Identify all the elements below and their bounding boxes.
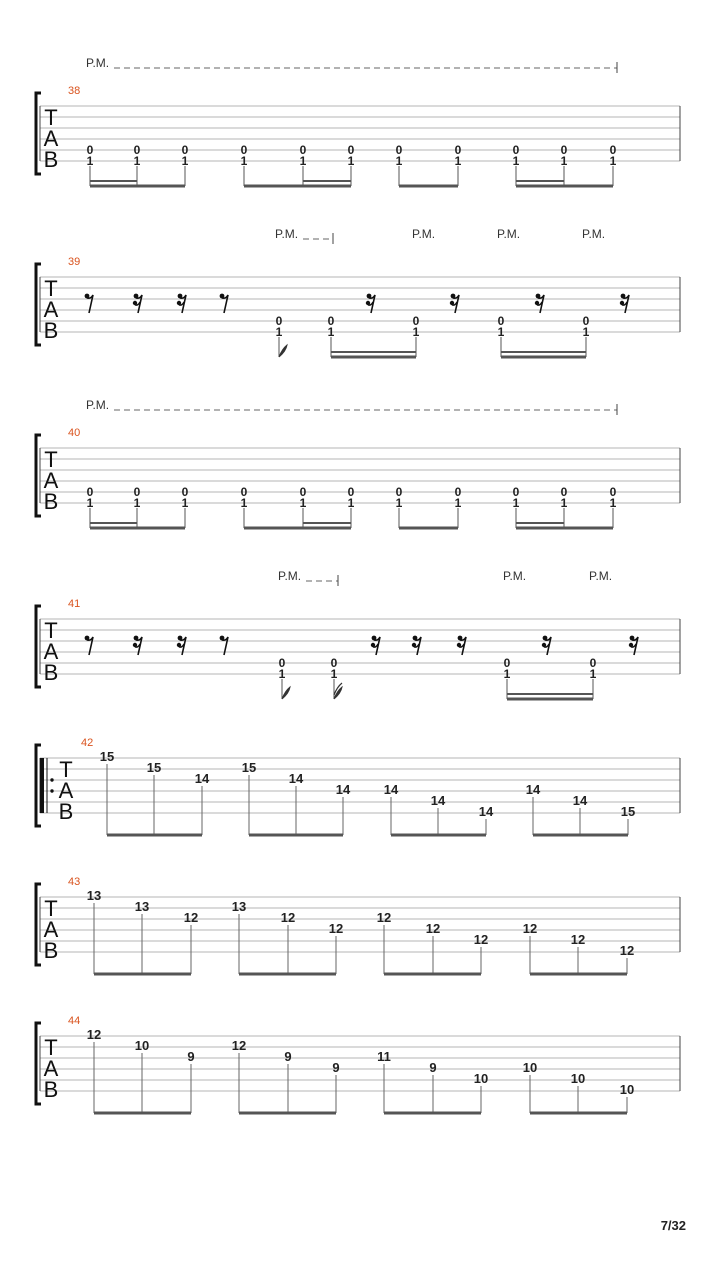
fret-number: 14 [288,771,304,786]
fret-number: 12 [570,932,586,947]
fret-number: 0 [560,143,568,157]
fret-number: 1 [330,667,338,681]
tab-clef-letter: T [44,447,58,472]
fret-number: 1 [347,154,355,168]
tab-system [36,876,680,974]
fret-number: 12 [473,932,489,947]
tab-clef-letter: A [43,1056,59,1081]
fret-number: 0 [512,143,520,157]
measure-number: 42 [81,737,94,749]
fret-number: 10 [619,1082,635,1097]
tab-clef-letter: B [43,660,59,685]
fret-number: 1 [86,154,94,168]
tab-clef-letter: A [43,468,59,493]
tab-clef-letter: A [43,639,59,664]
page-number: 7/32 [660,1218,686,1233]
measure-number: 44 [68,1015,81,1027]
fret-number: 1 [454,154,462,168]
fret-number: 13 [134,899,150,914]
tab-clef-letter: B [43,938,59,963]
fret-number: 1 [395,496,403,510]
palm-mute-label: P.M. [497,227,521,241]
note-flag [282,687,290,699]
measure-number: 40 [68,427,81,439]
tab-clef-letter: B [43,1077,59,1102]
fret-number: 12 [328,921,344,936]
fret-number: 12 [376,910,392,925]
fret-number: 0 [299,143,307,157]
fret-number: 0 [454,143,462,157]
palm-mute-label: P.M. [278,569,302,583]
fret-number: 10 [570,1071,586,1086]
fret-number: 1 [512,154,520,168]
fret-number: 0 [395,143,403,157]
fret-number: 0 [347,143,355,157]
fret-number: 12 [280,910,296,925]
fret-number: 0 [503,656,511,670]
fret-number: 1 [86,496,94,510]
tab-system [36,227,680,357]
fret-number: 0 [86,485,94,499]
palm-mute-label: P.M. [275,227,299,241]
fret-number: 10 [522,1060,538,1075]
fret-number: 1 [240,154,248,168]
fret-number: 0 [133,485,141,499]
fret-number: 15 [241,760,257,775]
tab-clef-letter: B [58,799,74,824]
tab-clef-letter: T [44,1035,58,1060]
fret-number: 1 [582,325,590,339]
fret-number: 12 [619,943,635,958]
tab-clef-letter: B [43,489,59,514]
measure-number: 43 [68,876,81,888]
fret-number: 1 [181,496,189,510]
fret-number: 1 [278,667,286,681]
fret-number: 0 [330,656,338,670]
fret-number: 0 [275,314,283,328]
fret-number: 1 [454,496,462,510]
note-flag [279,345,287,357]
fret-number: 0 [327,314,335,328]
fret-number: 0 [560,485,568,499]
tab-system [36,398,680,528]
fret-number: 0 [299,485,307,499]
measure-number: 38 [68,85,81,97]
tab-clef-letter: T [44,276,58,301]
fret-number: 9 [284,1049,292,1064]
fret-number: 1 [609,154,617,168]
fret-number: 1 [609,496,617,510]
fret-number: 14 [525,782,541,797]
palm-mute-label: P.M. [589,569,613,583]
fret-number: 0 [497,314,505,328]
fret-number: 14 [572,793,588,808]
palm-mute-label: P.M. [582,227,606,241]
tab-clef-letter: A [43,917,59,942]
fret-number: 10 [134,1038,150,1053]
palm-mute-label: P.M. [86,56,110,70]
fret-number: 1 [133,154,141,168]
fret-number: 1 [503,667,511,681]
fret-number: 9 [332,1060,340,1075]
fret-number: 14 [430,793,446,808]
fret-number: 14 [478,804,494,819]
fret-number: 0 [347,485,355,499]
palm-mute-label: P.M. [412,227,436,241]
fret-number: 9 [429,1060,437,1075]
fret-number: 0 [240,143,248,157]
fret-number: 0 [278,656,286,670]
fret-number: 0 [589,656,597,670]
fret-number: 12 [183,910,199,925]
fret-number: 11 [377,1049,391,1064]
fret-number: 12 [231,1038,247,1053]
fret-number: 1 [299,154,307,168]
fret-number: 15 [620,804,636,819]
tab-clef-letter: B [43,147,59,172]
fret-number: 1 [133,496,141,510]
fret-number: 0 [181,143,189,157]
tab-clef-letter: T [44,105,58,130]
fret-number: 1 [497,325,505,339]
fret-number: 0 [86,143,94,157]
fret-number: 10 [473,1071,489,1086]
tab-clef-letter: B [43,318,59,343]
fret-number: 0 [582,314,590,328]
fret-number: 1 [240,496,248,510]
fret-number: 0 [609,485,617,499]
fret-number: 1 [395,154,403,168]
fret-number: 1 [512,496,520,510]
fret-number: 0 [512,485,520,499]
tab-clef-letter: A [43,126,59,151]
fret-number: 0 [181,485,189,499]
fret-number: 0 [240,485,248,499]
fret-number: 9 [187,1049,195,1064]
fret-number: 1 [589,667,597,681]
fret-number: 13 [231,899,247,914]
fret-number: 14 [194,771,210,786]
fret-number: 0 [412,314,420,328]
tab-clef-letter: T [59,757,73,782]
tab-clef-letter: A [58,778,74,803]
fret-number: 14 [383,782,399,797]
measure-number: 39 [68,256,81,268]
fret-number: 1 [560,154,568,168]
fret-number: 0 [395,485,403,499]
repeat-dot [50,778,53,781]
fret-number: 1 [560,496,568,510]
palm-mute-label: P.M. [86,398,110,412]
fret-number: 1 [327,325,335,339]
tab-system [36,56,680,186]
repeat-dot [50,789,53,792]
tab-system [36,1015,680,1113]
fret-number: 1 [275,325,283,339]
fret-number: 0 [609,143,617,157]
fret-number: 14 [335,782,351,797]
fret-number: 1 [347,496,355,510]
fret-number: 12 [522,921,538,936]
fret-number: 0 [133,143,141,157]
fret-number: 1 [412,325,420,339]
tab-clef-letter: A [43,297,59,322]
fret-number: 12 [86,1027,102,1042]
fret-number: 15 [146,760,162,775]
fret-number: 1 [299,496,307,510]
palm-mute-label: P.M. [503,569,527,583]
fret-number: 13 [86,888,102,903]
fret-number: 15 [99,749,115,764]
tab-system [36,737,680,835]
fret-number: 0 [454,485,462,499]
tab-clef-letter: T [44,896,58,921]
tab-clef-letter: T [44,618,58,643]
measure-number: 41 [68,598,81,610]
tab-system [36,569,680,699]
fret-number: 1 [181,154,189,168]
fret-number: 12 [425,921,441,936]
